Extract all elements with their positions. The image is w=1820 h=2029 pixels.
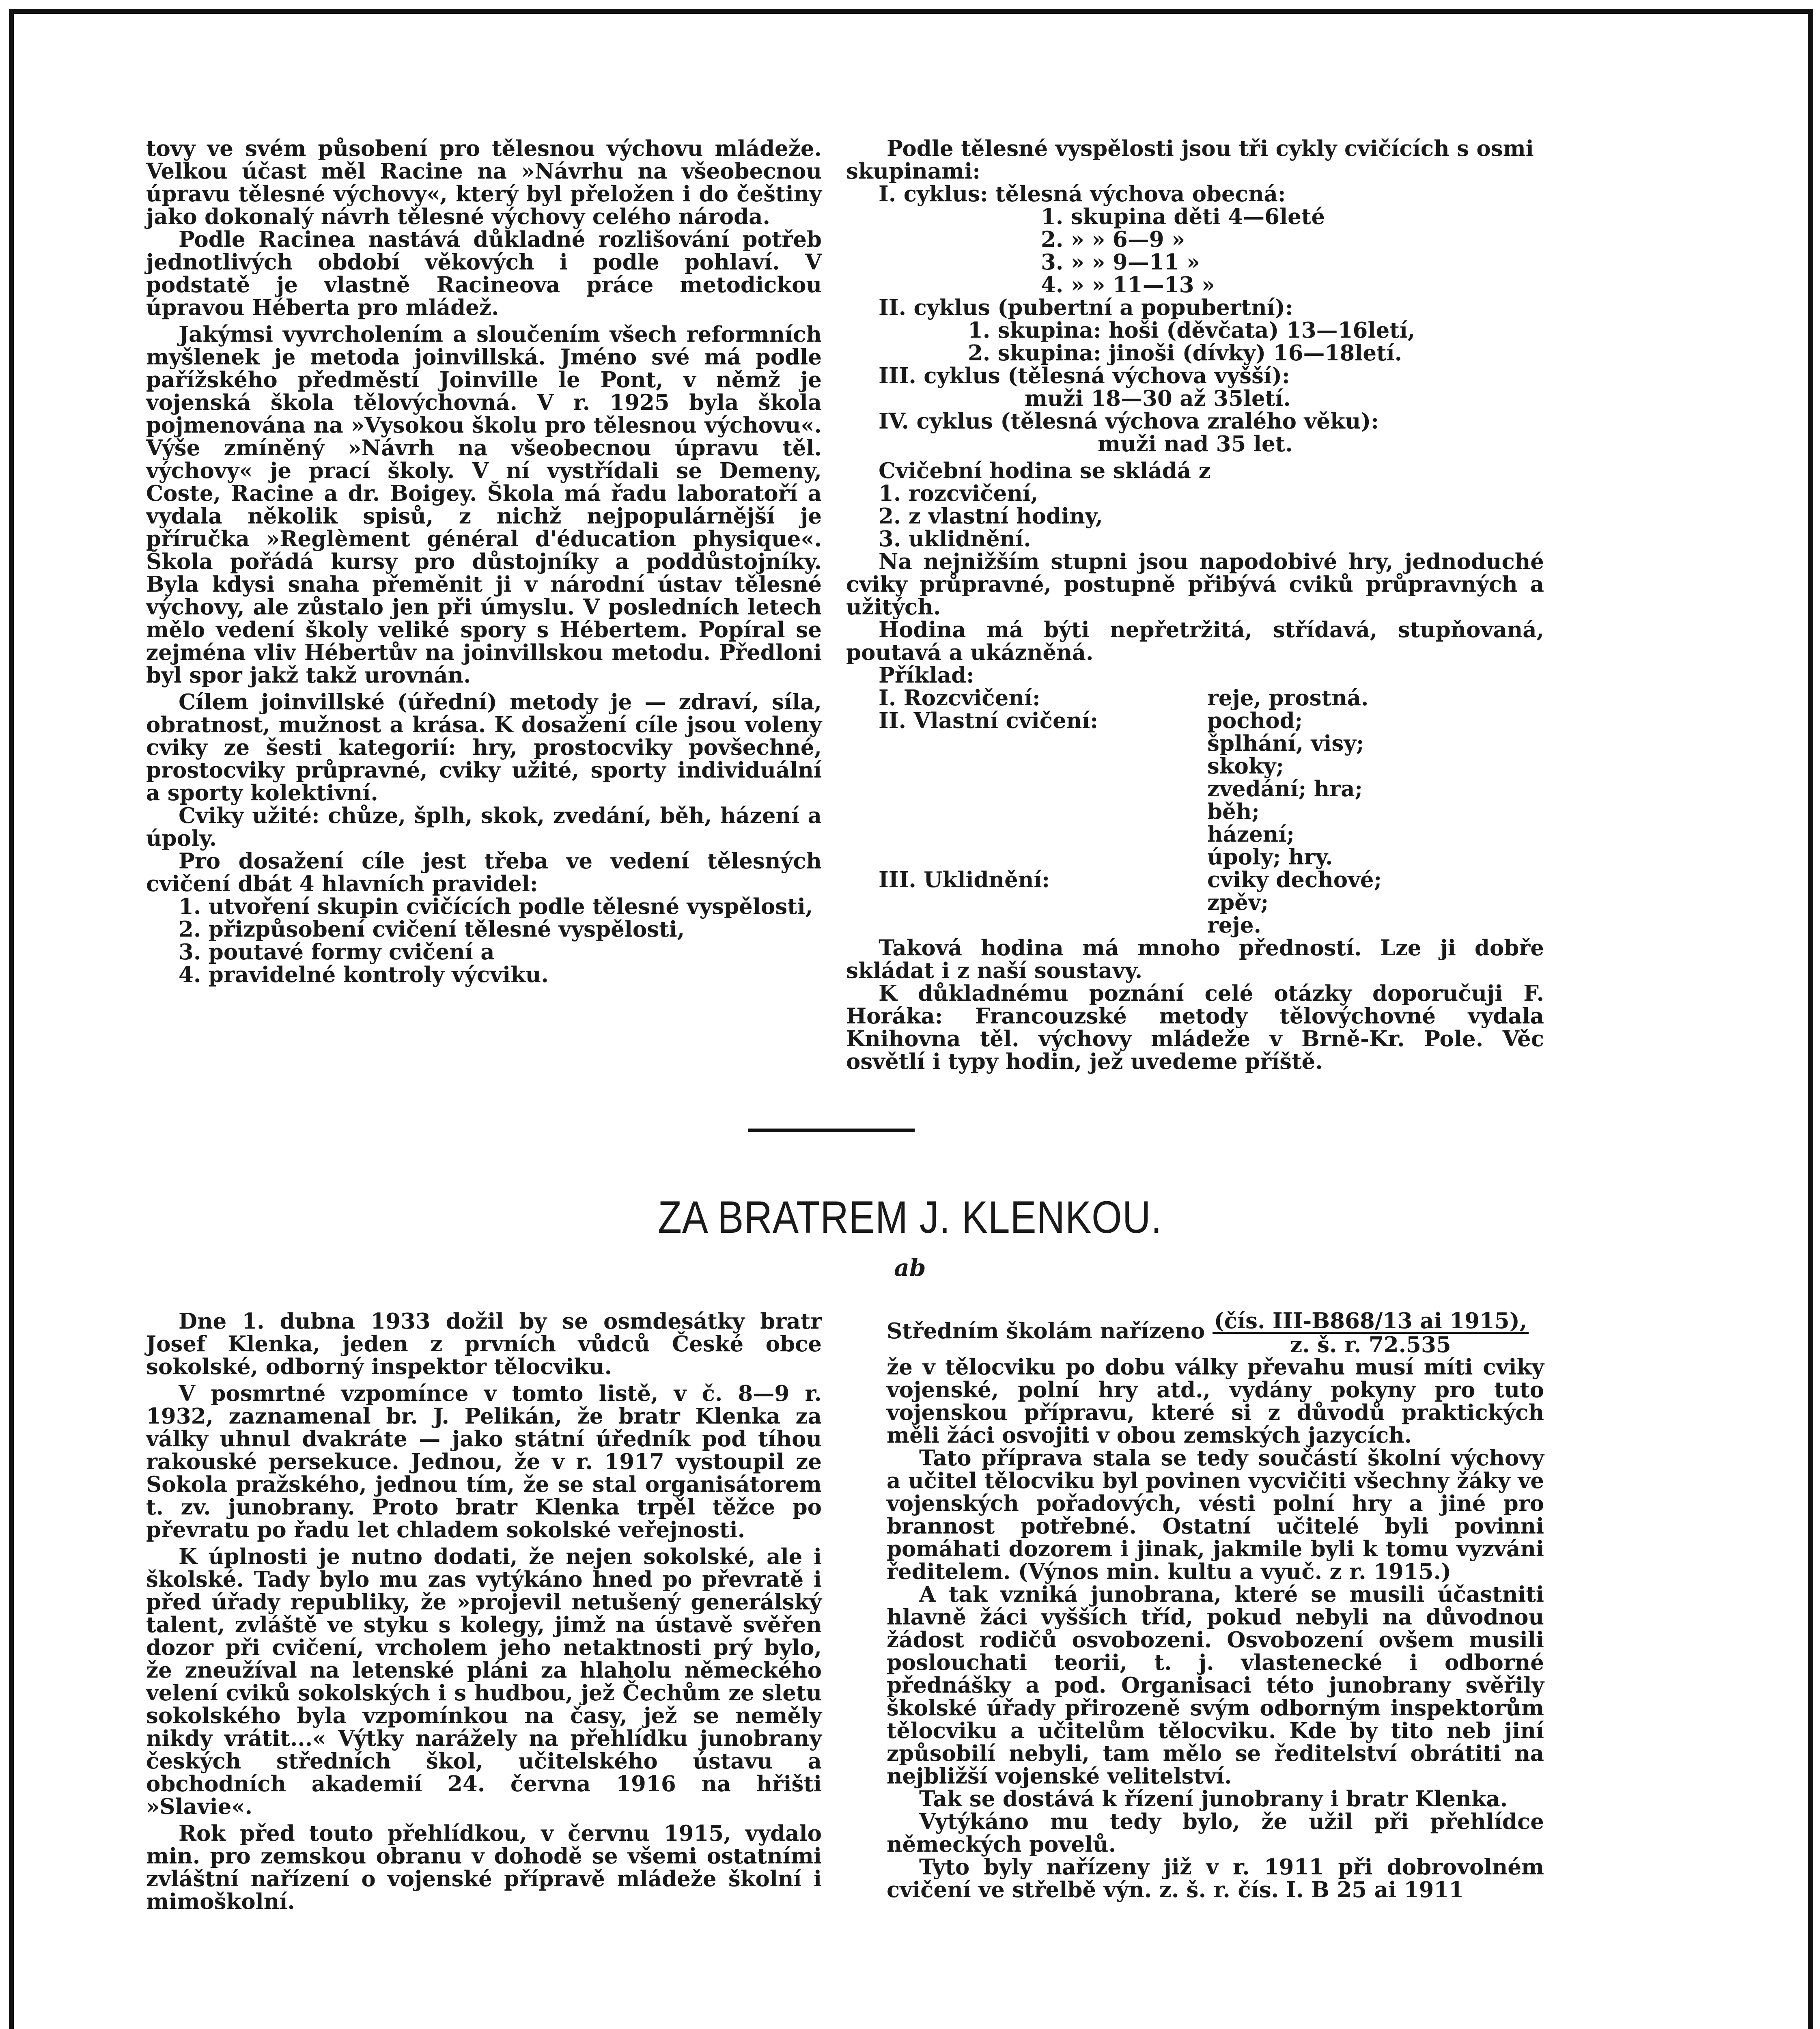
paragraph: K úplnosti je nutno dodati, že nejen sokolské, ale i školské. Tady bylo mu zas vytýkáno hned po převratě i před úřady republiky, že »projevil netušený generálský talent, zvláště ve styku s kolegy, jimž na ústavě svěřen dozor při cvičení, vrcholem jeho netaktnosti prý bylo, že zneužíval na letenské pláni za hlaholu německého velení cviků sokolských i s hudbou, jež Čechům ze sletu sokolského byla vzpomínkou na časy, jež se neměly nikdy vrátit...« Výtky narážely na přehlídku junobrany českých středních škol, učitelského ústavu a obchodních akademií 24. června 1916 na hřišti »Slavie«. (146, 1544, 822, 1819)
bottom-left-column (146, 1310, 822, 1913)
list-item: 2. » » 6—9 » (1041, 227, 1185, 252)
paragraph: Taková hodina má mnoho předností. Lze ji dobře skládat i z naší soustavy. (846, 935, 1544, 983)
top-left-column (146, 137, 822, 986)
paragraph: Cílem joinvillské (úřední) metody je — zdraví, síla, obratnost, mužnost a krása. K dosažení cíle jsou voleny cviky ze šesti kategorií: hry, prostocviky povšechné, prostocviky průpravné, cviky užité, sporty individuální a sporty kolektivní. (146, 689, 822, 806)
paragraph: Cviky užité: chůze, šplh, skok, zvedání, běh, házení a úpoly. (146, 803, 822, 851)
paragraph: Jakýmsi vyvrcholením a sloučením všech reformních myšlenek je metoda joinvillská. Jméno své má podle pařížského předměstí Joinville le Pont, v němž je vojenská škola tělovýchovná. V r. 1925 byla škola pojmenována na »Vysokou školu pro tělesnou výchovu«. Výše zmíněný »Návrh na všeobecnou úpravu těl. výchovy« je prací školy. V ní vystřídali se Demeny, Coste, Racine a dr. Boigey. Škola má řadu laboratoří a vydala několik spisů, z nichž nejpopulárnější je příručka »Reglèment général d'éducation physique«. Škola pořádá kursy pro důstojníky a poddůstojníky. Byla kdysi snaha přeměnit ji v národní ústav tělesné výchovy, ale zůstalo jen při úmyslu. V posledních letech mělo vedení školy veliké spory s Hébertem. Popíral se zejména vliv Hébertův na joinvillskou metodu. Předloni byl spor jakž takž urovnán. (146, 322, 822, 688)
paragraph: Tato příprava stala se tedy součástí školní výchovy a učitel tělocviku byl povinen vycvičiti všechny žáky ve vojenských pořadových, vésti polní hry a jiné pro brannost potřebné. Ostatní učitelé byli povinni pomáhati dozorem i jinak, jakmile byli k tomu vyzváni ředitelem. (Výnos min. kultu a vyuč. z r. 1915.) (887, 1445, 1544, 1584)
paragraph (887, 1310, 1544, 1356)
paragraph: A tak vzniká junobrana, které se musili účastniti hlavně žáci vyšších tříd, pokud nebyli na důvodnou žádost rodičů osvobozeni. Osvobození ovšem musili poslouchati teorii, t. j. vlastenecké i odborné přednášky a pod. Organisaci této junobrany svěřily školské úřady přirozeně svým odborným inspektorům tělocviku a učitelům tělocviku. Kde by tito neb jiní způsobilí nebyli, tam mělo se ředitelství obrátiti na nejbližší vojenské velitelství. (887, 1582, 1544, 1789)
example-item: reje. (1207, 913, 1261, 938)
example-item: zpěv; (1207, 890, 1269, 915)
list-item: 1. rozcvičení, (879, 481, 1038, 506)
paragraph: Podle tělesné vyspělosti jsou tři cykly cvičících s osmi skupinami: (846, 136, 1534, 184)
cycle-heading: IV. cyklus (tělesná výchova zralého věku): (879, 409, 1379, 434)
bottom-right-column (887, 1310, 1544, 1901)
paragraph: Pro dosažení cíle jest třeba ve vedení tělesných cvičení dbát 4 hlavních pravidel: (146, 849, 822, 896)
cycle-detail: muži 18—30 až 35letí. (1025, 386, 1291, 411)
list-item: 1. skupina: hoši (děvčata) 13—16letí, (968, 318, 1415, 343)
decree-reference (1213, 1310, 1529, 1356)
section-divider (748, 1129, 915, 1132)
article-author: ab (894, 1254, 926, 1282)
example-item: cviky dechové; (1207, 867, 1382, 892)
example-row (846, 709, 1544, 868)
decree-ref-top: (čís. III-B868/13 ai 1915), (1213, 1310, 1529, 1334)
example-item: úpoly; hry. (1207, 844, 1333, 870)
example-part: III. Uklidnění: (879, 867, 1050, 892)
paragraph: K důkladnému poznání celé otázky doporučuji F. Horáka: Francouzské metody tělovýchovné vydala Knihovna těl. výchovy mládeže v Brně-Kr. Pole. Věc osvětlí i typy hodin, jež uvedeme příště. (846, 981, 1544, 1074)
example-items (1207, 868, 1544, 937)
example-row (846, 868, 1544, 937)
decree-ref-bottom: z. š. r. 72.535 (1290, 1332, 1451, 1357)
cycle-heading: I. cyklus: tělesná výchova obecná: (879, 181, 1286, 207)
paragraph: Rok před touto přehlídkou, v červnu 1915, vydalo min. pro zemskou obranu v dohodě se všemi ostatními zvláštní nařízení o vojenské přípravě mládeže školní i mimoškolní. (146, 1821, 822, 1914)
example-part: II. Vlastní cvičení: (879, 708, 1098, 733)
cycle-detail: muži nad 35 let. (1098, 431, 1293, 457)
list-item: 3. » » 9—11 » (1041, 250, 1200, 275)
list-item: 1. skupina děti 4—6leté (1041, 204, 1325, 229)
example-row (846, 687, 1544, 709)
example-item: skoky; (1207, 754, 1284, 779)
example-item: běh; (1207, 799, 1260, 824)
list-item: 4. » » 11—13 » (1041, 272, 1215, 297)
example-part: I. Rozcvičení: (879, 685, 1040, 711)
cycle-heading: II. cyklus (pubertní a popubertní): (879, 295, 1293, 320)
list-item: 4. pravidelné kontroly výcviku. (179, 962, 549, 987)
paragraph: Podle Racinea nastává důkladné rozlišování potřeb jednotlivých období věkových i podle pohlaví. V podstatě je vlastně Racineova práce metodickou úpravou Héberta pro mládež. (146, 227, 822, 320)
list-item: 1. utvoření skupin cvičících podle tělesné vyspělosti, (179, 894, 813, 919)
paragraph: V posmrtné vzpomínce v tomto listě, v č. 8—9 r. 1932, zaznamenal br. J. Pelikán, že bratr Klenka za války uhnul dvakráte — jako státní úředník pod tíhou rakouské persekuce. Jednou, že v r. 1917 vystoupil ze Sokola pražského, jednou tím, že se stal organisátorem t. zv. junobrany. Proto bratr Klenka trpěl těžce po převratu po řadu let chladem sokolské veřejnosti. (146, 1381, 822, 1542)
decree-lead: Středním školám nařízeno (887, 1318, 1205, 1344)
example-item: šplhání, visy; (1207, 731, 1364, 756)
list-item: 2. skupina: jinoši (dívky) 16—18letí. (968, 340, 1402, 366)
example-item: házení; (1207, 822, 1294, 847)
paragraph: Tyto byly nařízeny již v r. 1911 při dobrovolném cvičení ve střelbě výn. z. š. r. čís. I. B 25 ai 1911 (887, 1855, 1544, 1902)
example-item: zvedání; hra; (1207, 776, 1363, 801)
paragraph: Cvičební hodina se skládá z (879, 458, 1211, 483)
cycle-heading: III. cyklus (tělesná výchova vyšší): (879, 363, 1290, 388)
list-item: 2. z vlastní hodiny, (879, 504, 1103, 529)
example-item: pochod; (1207, 708, 1303, 733)
paragraph: Tak se dostává k řízení junobrany i bratr Klenka. (919, 1786, 1508, 1811)
paragraph: Dne 1. dubna 1933 dožil by se osmdesátky bratr Josef Klenka, jeden z prvních vůdců České obce sokolské, odborný inspektor tělocviku. (146, 1309, 822, 1379)
example-label: Příklad: (879, 663, 974, 688)
example-items (1207, 709, 1544, 868)
list-item: 2. přizpůsobení cvičení tělesné vyspělosti, (179, 917, 685, 942)
paragraph: Na nejnižším stupni jsou napodobivé hry, jednoduché cviky průpravné, postupně přibývá cviků průpravných a užitých. (846, 549, 1544, 620)
list-item: 3. uklidnění. (879, 526, 1031, 551)
list-item: 3. poutavé formy cvičení a (179, 939, 495, 965)
top-right-column (846, 137, 1544, 1073)
article-title: ZA BRATREM J. KLENKOU. (658, 1192, 1162, 1243)
paragraph: že v tělocviku po dobu války převahu musí míti cviky vojenské, polní hry atd., vydány pokyny pro tuto vojenskou přípravu, které si z důvodů praktických měli žáci osvojiti v obou zemských jazycích. (887, 1355, 1544, 1448)
paragraph: tovy ve svém působení pro tělesnou výchovu mládeže. Velkou účast měl Racine na »Návrhu na všeobecnou úpravu tělesné výchovy«, který byl přeložen i do češtiny jako dokonalý návrh tělesné výchovy celého národa. (146, 136, 822, 229)
example-item: reje, prostná. (1207, 685, 1369, 711)
paragraph: Hodina má býti nepřetržitá, střídavá, stupňovaná, poutavá a ukázněná. (846, 617, 1544, 665)
paragraph: Vytýkáno mu tedy bylo, že užil při přehlídce německých povelů. (887, 1809, 1544, 1857)
